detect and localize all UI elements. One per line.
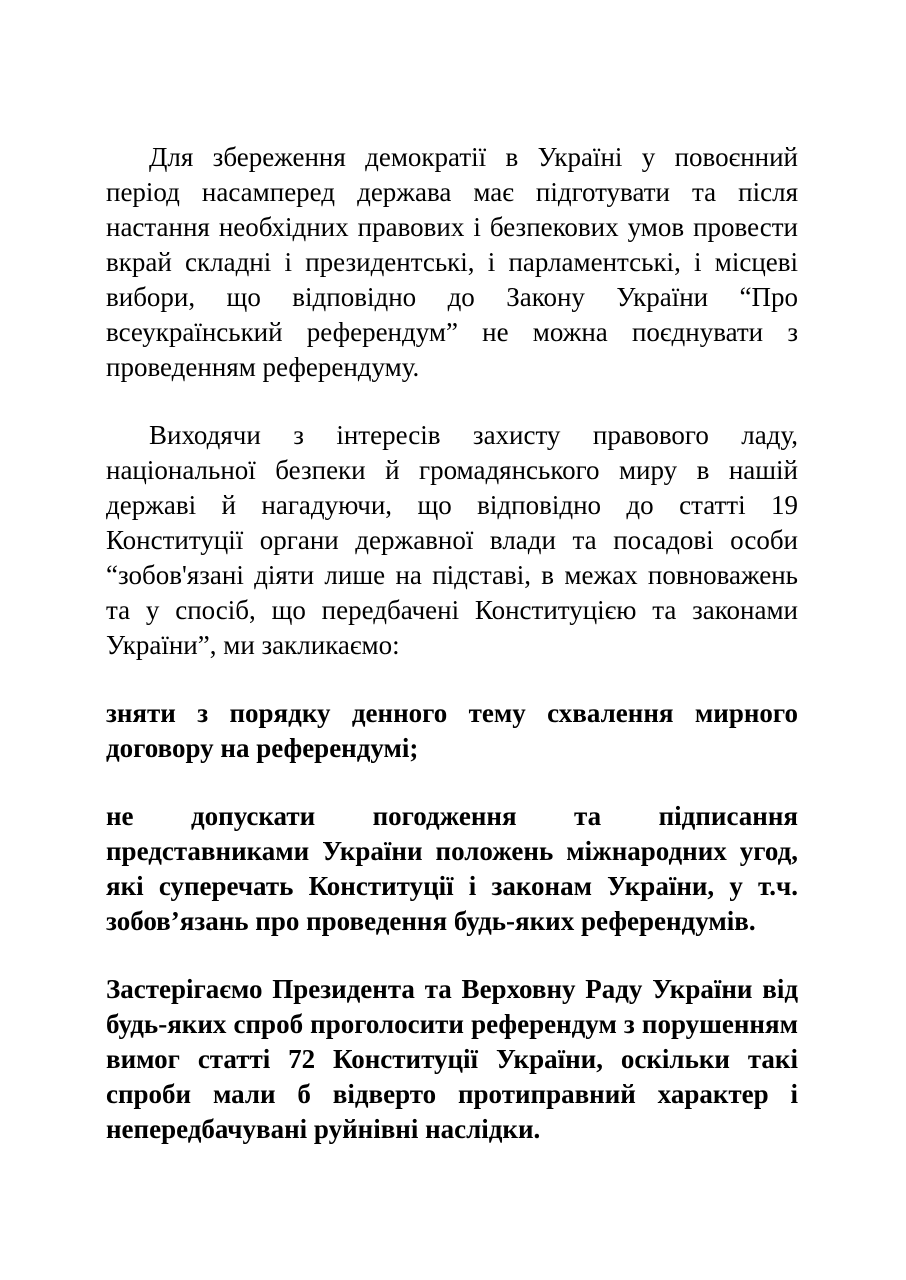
paragraph-demand-no-agreements: не допускати погодження та підписання представниками України положень міжнародних угод, які суперечать Конституції і законам України, у т.ч. зобов’язань про проведення будь-яких референдумів. bbox=[106, 801, 798, 936]
paragraph-legal-order-appeal: Виходячи з інтересів захисту правового ладу, національної безпеки й громадянського миру в нашій державі й нагадуючи, що відповідно до статті 19 Конституції органи державної влади та посадові особи “зобов'язані діяти лише на підставі, в межах повноважень та у спосіб, що передбачені Конституцією та законами України”, ми закликаємо: bbox=[106, 420, 798, 660]
paragraph-democracy-preservation: Для збереження демократії в Україні у повоєнний період насамперед держава має підготувати та після настання необхідних правових і безпекових умов провести вкрай складні і президентські, і парламентські, і місцеві вибори, що відповідно до Закону України “Про всеукраїнський референдум” не можна поєднувати з проведенням референдуму. bbox=[106, 142, 798, 382]
paragraph-demand-remove-agenda: зняти з порядку денного тему схвалення мирного договору на референдумі; bbox=[106, 698, 798, 763]
paragraph-warning-president-parliament: Застерігаємо Президента та Верховну Раду України від будь-яких спроб проголосити референдум з порушенням вимог статті 72 Конституції України, оскільки такі спроби мали б відверто протиправний характер і непередбачувані руйнівні наслідки. bbox=[106, 974, 798, 1144]
text-block bbox=[106, 140, 798, 1147]
